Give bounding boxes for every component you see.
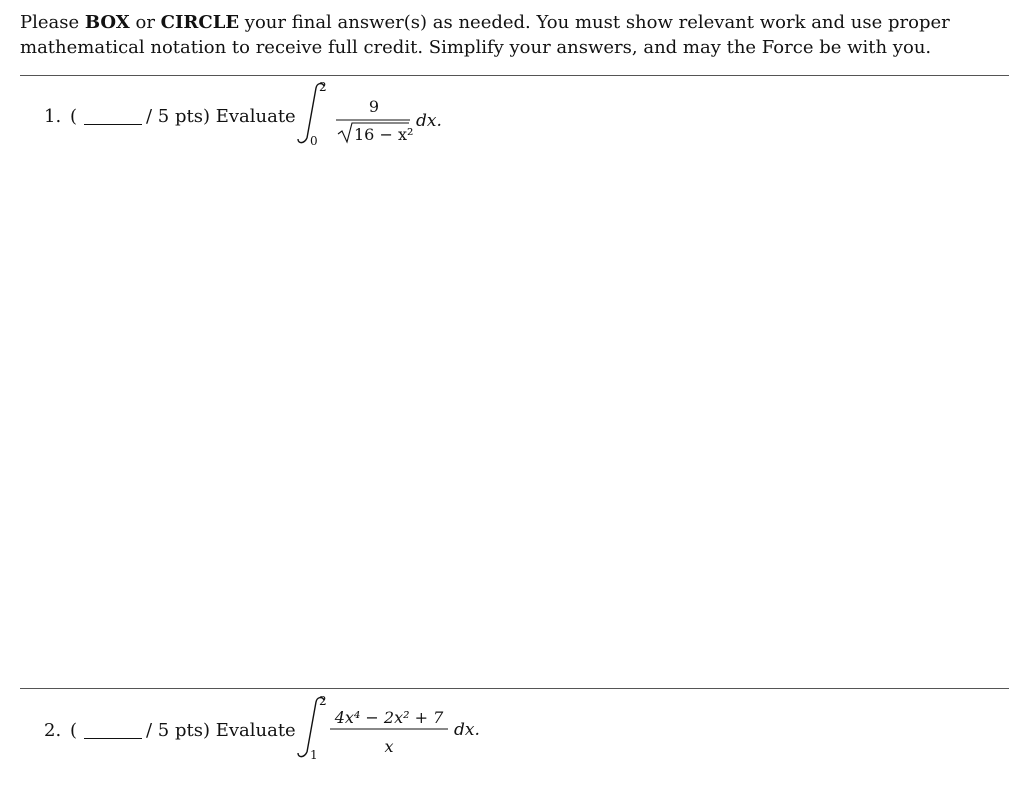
problem-1-integral: [294, 78, 494, 150]
problem-2-points-label: / 5 pts) Evaluate: [146, 720, 296, 741]
instructions-text-1: Please: [20, 12, 85, 33]
problem-2-denominator: x: [384, 737, 394, 756]
instructions-text-2: or: [129, 12, 161, 33]
top-divider: [20, 75, 1009, 76]
problem-2-score-blank[interactable]: [84, 738, 142, 739]
problem-1-upper-limit: 2: [319, 80, 327, 94]
problem-1-open-paren: (: [70, 106, 78, 127]
instructions-circle-word: CIRCLE: [160, 12, 240, 33]
instructions: [20, 10, 1010, 60]
problem-1-points-label: / 5 pts) Evaluate: [146, 106, 296, 127]
problem-1-dx: dx.: [416, 111, 442, 131]
problem-1-number: 1.: [44, 106, 62, 127]
problem-1-lower-limit: 0: [310, 134, 318, 148]
problem-2-lower-limit: 1: [310, 748, 318, 762]
problem-1-numerator: 9: [368, 97, 380, 116]
problem-2-number: 2.: [44, 720, 62, 741]
middle-divider: [20, 688, 1009, 689]
problem-2-numerator: 4x⁴ − 2x² + 7: [334, 708, 444, 727]
problem-2: [44, 694, 744, 780]
problem-1-score-blank[interactable]: [84, 124, 142, 125]
problem-1: [44, 80, 744, 166]
problem-2-integral: [294, 692, 524, 764]
problem-1-denominator: 16 − x²: [354, 125, 414, 144]
problem-2-dx: dx.: [454, 720, 480, 740]
instructions-text-3: your final answer(s) as needed. You must show relevant work and use proper mathematical notation to receive full credit. Simplify your answers, and may the Force be with you.: [20, 12, 950, 58]
instructions-box-word: BOX: [84, 12, 130, 33]
problem-2-upper-limit: 2: [319, 694, 327, 708]
problem-2-open-paren: (: [70, 720, 78, 741]
